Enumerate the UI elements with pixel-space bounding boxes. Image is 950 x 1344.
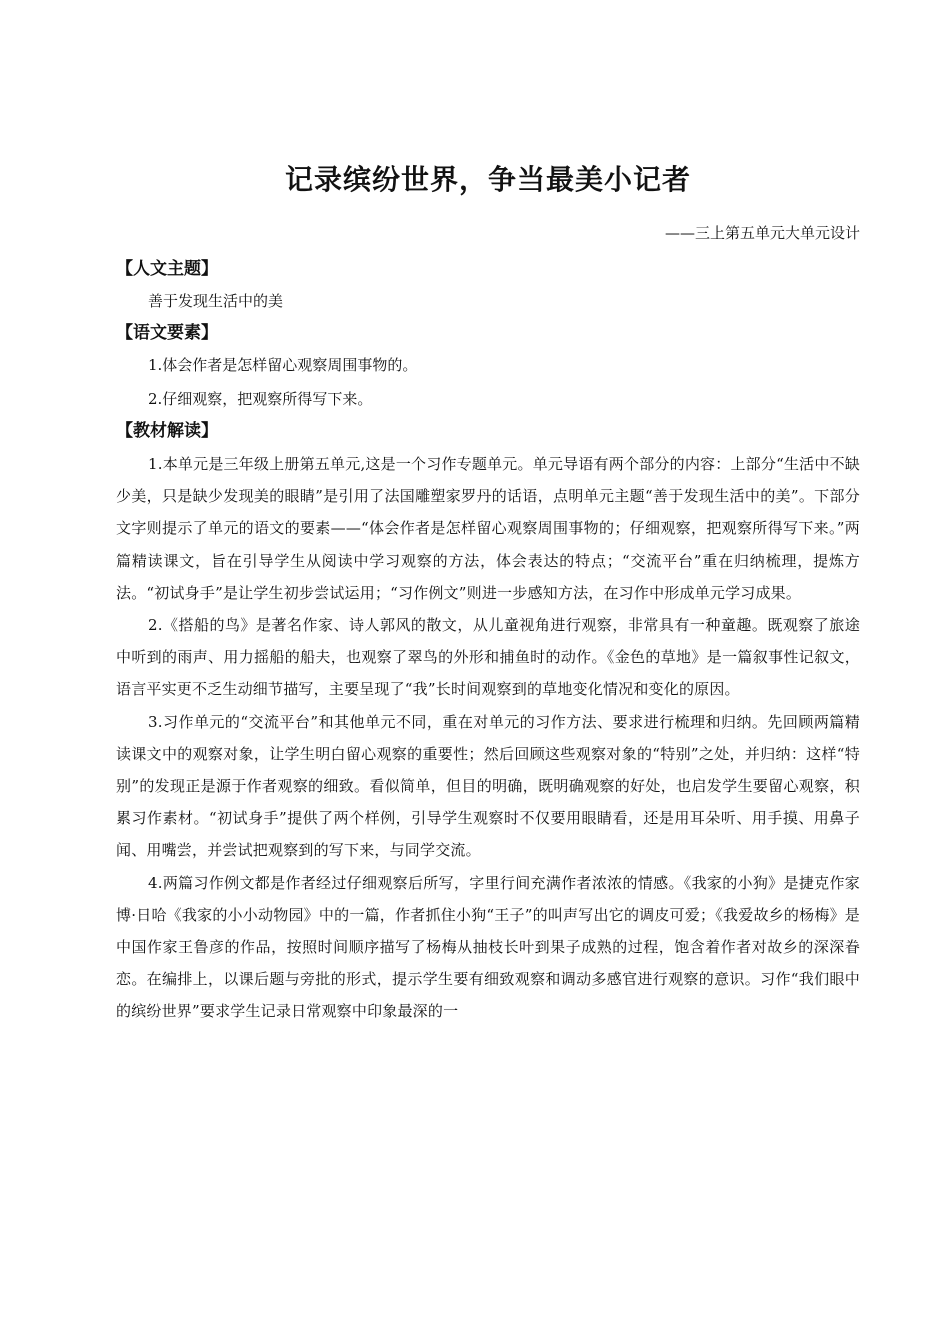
list-item: 2.仔细观察，把观察所得写下来。 (148, 390, 373, 408)
theme-text: 善于发现生活中的美 (148, 292, 284, 310)
section-textbook-analysis (116, 416, 860, 1028)
section-theme (116, 254, 860, 318)
section-language-elements (116, 318, 860, 416)
document-subtitle: ——三上第五单元大单元设计 (664, 224, 860, 242)
section-heading: 【人文主题】 (116, 259, 218, 279)
paragraph-4: 4.两篇习作例文都是作者经过仔细观察后所写，字里行间充满作者浓浓的情感。《我家的小狗》是捷克作家博·日哈《我家的小小动物园》中的一篇，作者抓住小狗“王子”的叫声写出它的调皮可爱；《我爱故乡的杨梅》是中国作家王鲁彦的作品，按照时间顺序描写了杨梅从抽枝长叶到果子成熟的过程，饱含着作者对故乡的深深眷恋。在编排上，以课后题与旁批的形式，提示学生要有细致观察和调动多感官进行观察的意识。习作“我们眼中的缤纷世界”要求学生记录日常观察中印象最深的一 (116, 873, 860, 1021)
document-page (116, 0, 860, 1344)
paragraph-2: 2.《搭船的鸟》是著名作家、诗人郭风的散文，从儿童视角进行观察，非常具有一种童趣。既观察了旅途中听到的雨声、用力摇船的船夫，也观察了翠鸟的外形和捕鱼时的动作。《金色的草地》是一篇叙事性记叙文，语言平实更不乏生动细节描写，主要呈现了“我”长时间观察到的草地变化情况和变化的原因。 (116, 616, 860, 699)
section-heading: 【语文要素】 (116, 323, 218, 343)
document-title: 记录缤纷世界，争当最美小记者 (284, 163, 691, 196)
list-item: 1.体会作者是怎样留心观察周围事物的。 (148, 356, 418, 374)
paragraph-1: 1.本单元是三年级上册第五单元,这是一个习作专题单元。单元导语有两个部分的内容：上部分“生活中不缺少美，只是缺少发现美的眼睛”是引用了法国雕塑家罗丹的话语，点明单元主题“善于发现生活中的美”。下部分文字则提示了单元的语文的要素——“体会作者是怎样留心观察周围事物的；仔细观察，把观察所得写下来。”两篇精读课文，旨在引导学生从阅读中学习观察的方法，体会表达的特点；“交流平台”重在归纳梳理，提炼方法。“初试身手”是让学生初步尝试运用；“习作例文”则进一步感知方法，在习作中形成单元学习成果。 (116, 455, 860, 602)
paragraph-3: 3.习作单元的“交流平台”和其他单元不同，重在对单元的习作方法、要求进行梳理和归纳。先回顾两篇精读课文中的观察对象，让学生明白留心观察的重要性；然后回顾这些观察对象的“特别”之处，并归纳：这样“特别”的发现正是源于作者观察的细致。看似简单，但目的明确，既明确观察的好处，也启发学生要留心观察，积累习作素材。“初试身手”提供了两个样例，引导学生观察时不仅要用眼睛看，还是用耳朵听、用手摸、用鼻子闻、用嘴尝，并尝试把观察到的写下来，与同学交流。 (116, 712, 860, 860)
document-body (116, 254, 860, 1028)
section-heading: 【教材解读】 (116, 421, 218, 441)
